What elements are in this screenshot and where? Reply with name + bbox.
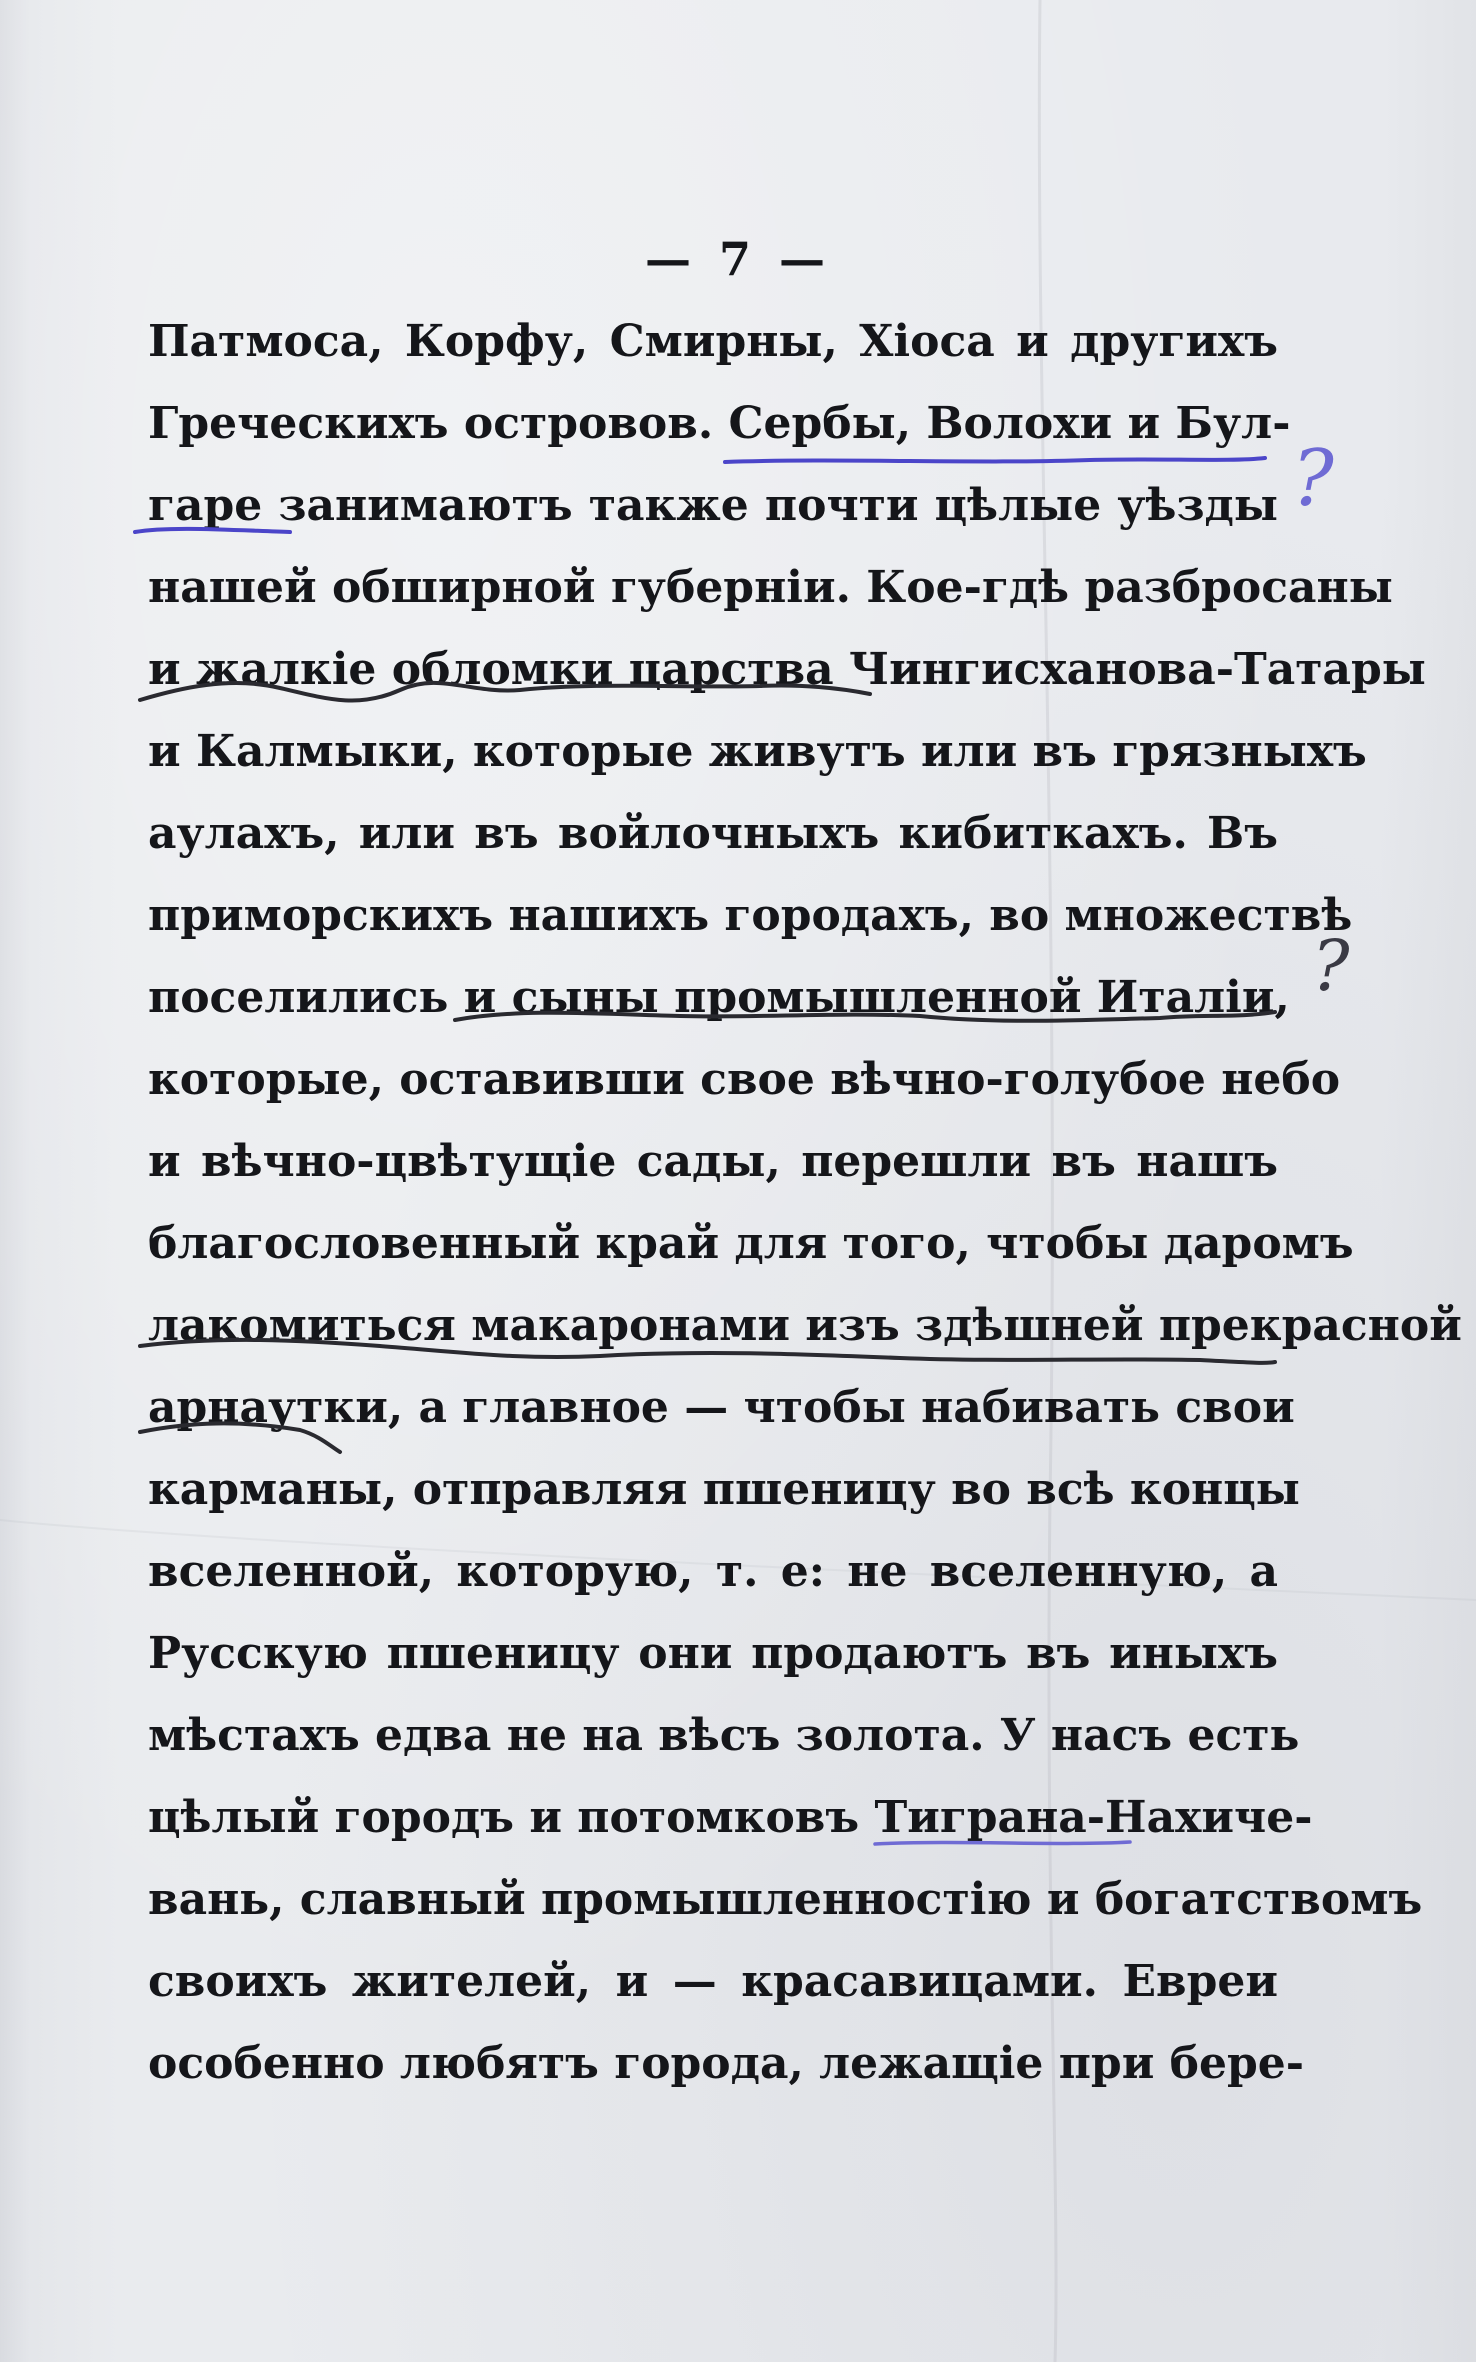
text-line: мѣстахъ едва не на вѣсъ золота. У насъ есть [148, 1710, 1300, 1761]
margin-question-mark: ? [1292, 434, 1334, 524]
text-line: которые, оставивши свое вѣчно-голубое небо [148, 1054, 1341, 1105]
text-line: цѣлый городъ и потомковъ Тиграна-Нахичe- [148, 1792, 1313, 1843]
text-line: вселенной, которую, т. е: не вселенную, а [148, 1546, 1278, 1597]
text-line: приморскихъ нашихъ городахъ, во множествѣ [148, 890, 1353, 941]
text-line: вань, славный промышленностію и богатствомъ [148, 1874, 1423, 1925]
text-line: поселились и сыны промышленной Италіи, [148, 972, 1290, 1023]
text-line: нашей обширной губерніи. Кое-гдѣ разбросаны [148, 562, 1393, 613]
underline-blue [725, 458, 1265, 462]
text-line: своихъ жителей, и — красавицами. Евреи [148, 1956, 1278, 2007]
text-line: арнаутки, а главное — чтобы набивать свои [148, 1382, 1295, 1433]
text-line: особенно любятъ города, лежащіе при бере- [148, 2038, 1305, 2089]
text-line: Русскую пшеницу они продаютъ въ иныхъ [148, 1628, 1278, 1679]
text-line: карманы, отправляя пшеницу во всѣ концы [148, 1464, 1300, 1515]
text-line: лакомиться макаронами изъ здѣшней прекрасной [148, 1300, 1462, 1351]
text-line: Патмоса, Корфу, Смирны, Хіоса и другихъ [148, 316, 1278, 367]
text-line: и вѣчно-цвѣтущіе сады, перешли въ нашъ [148, 1136, 1278, 1187]
text-line: и Калмыки, которые живутъ или въ грязныхъ [148, 726, 1367, 777]
page-number: — 7 — [644, 232, 832, 286]
text-line: благословенный край для того, чтобы даромъ [148, 1218, 1354, 1269]
text-line: гаре занимаютъ также почти цѣлые уѣзды [148, 480, 1278, 531]
text-line: и жалкіе обломки царства Чингисханова-Татары [148, 644, 1426, 695]
text-line: Греческихъ островов. Сербы, Волохи и Бул- [148, 398, 1291, 449]
margin-question-mark: ? [1312, 925, 1350, 1007]
text-line: аулахъ, или въ войлочныхъ кибиткахъ. Въ [148, 808, 1278, 859]
